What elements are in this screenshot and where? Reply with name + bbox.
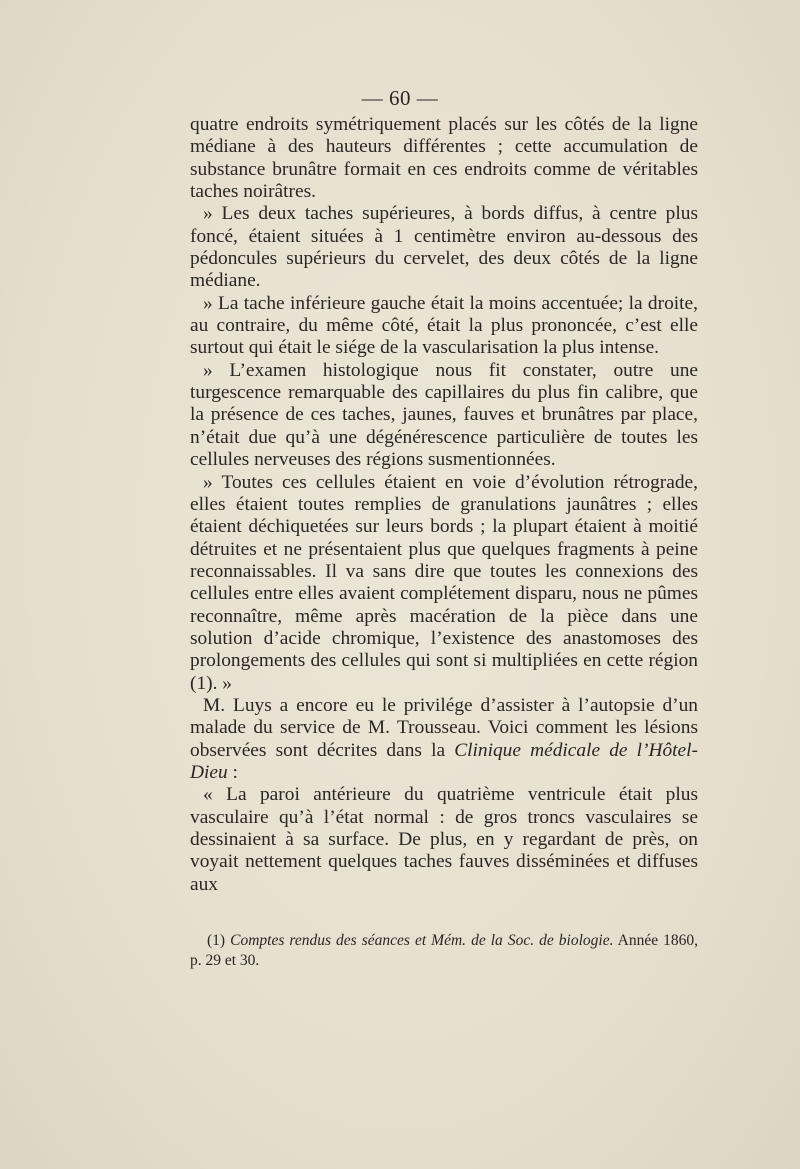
paragraph-6-text-before: M. Luys a encore eu le privilége d’assister à l’autopsie d’un malade du service de M. Trousseau. Voici comment les lésions observées sont décrites dans la: [190, 694, 698, 761]
paragraph-4: » L’examen histologique nous fit constater, outre une turgescence remarquable des capillaires du plus fin calibre, que la présence de ces taches, jaunes, fauves et brunâtres par place, n’était due qu’à une dégénérescence particulière de toutes les cellules nerveuses des régions susmentionnées.: [190, 359, 698, 471]
footnote-rest: Année 1860, p. 29 et 30.: [190, 932, 698, 969]
book-title-emphasis: Clinique médicale de l’Hôtel-Dieu: [190, 739, 698, 783]
footnote: [190, 931, 698, 971]
paragraph-3: » La tache inférieure gauche était la moins accentuée; la droite, au contraire, du même côté, était la plus prononcée, c’est elle surtout qui était le siége de la vascularisation la plus intense.: [190, 292, 698, 359]
paragraph-1: quatre endroits symétriquement placés sur les côtés de la ligne médiane à des hauteurs différentes ; cette accumulation de substance brunâtre formait en ces endroits comme de véritables taches noirâtres.: [190, 114, 698, 203]
page-number: — 60 —: [361, 86, 439, 110]
footnote-marker: (1): [207, 932, 226, 949]
paragraph-6: [190, 695, 698, 784]
paragraph-6-text-after: :: [227, 761, 238, 783]
paragraph-2: » Les deux taches supérieures, à bords diffus, à centre plus foncé, étaient situées à 1 centimètre environ au-dessous des pédoncules supérieurs du cervelet, des deux côtés de la ligne médiane.: [190, 203, 698, 292]
body-text: [190, 114, 698, 896]
paragraph-5: » Toutes ces cellules étaient en voie d’évolution rétrograde, elles étaient toutes remplies de granulations jaunâtres ; elles étaient déchiquetées sur leurs bords ; la plupart étaient à moitié détruites et ne présentaient plus que quelques fragments à peine reconnaissables. Il va sans dire que toutes les connexions des cellules entre elles avaient complétement disparu, nous ne pûmes reconnaître, même après macération de la pièce dans une solution d’acide chromique, l’existence des anastomoses des prolongements des cellules qui sont si multipliées en cette région (1). »: [190, 471, 698, 694]
paragraph-7: « La paroi antérieure du quatrième ventricule était plus vasculaire qu’à l’état normal : de gros troncs vasculaires se dessinaient à sa surface. De plus, en y regardant de près, on voyait nettement quelques taches fauves disséminées et diffuses aux: [190, 784, 698, 895]
footnote-title: Comptes rendus des séances et Mém. de la Soc. de biologie.: [230, 932, 614, 949]
